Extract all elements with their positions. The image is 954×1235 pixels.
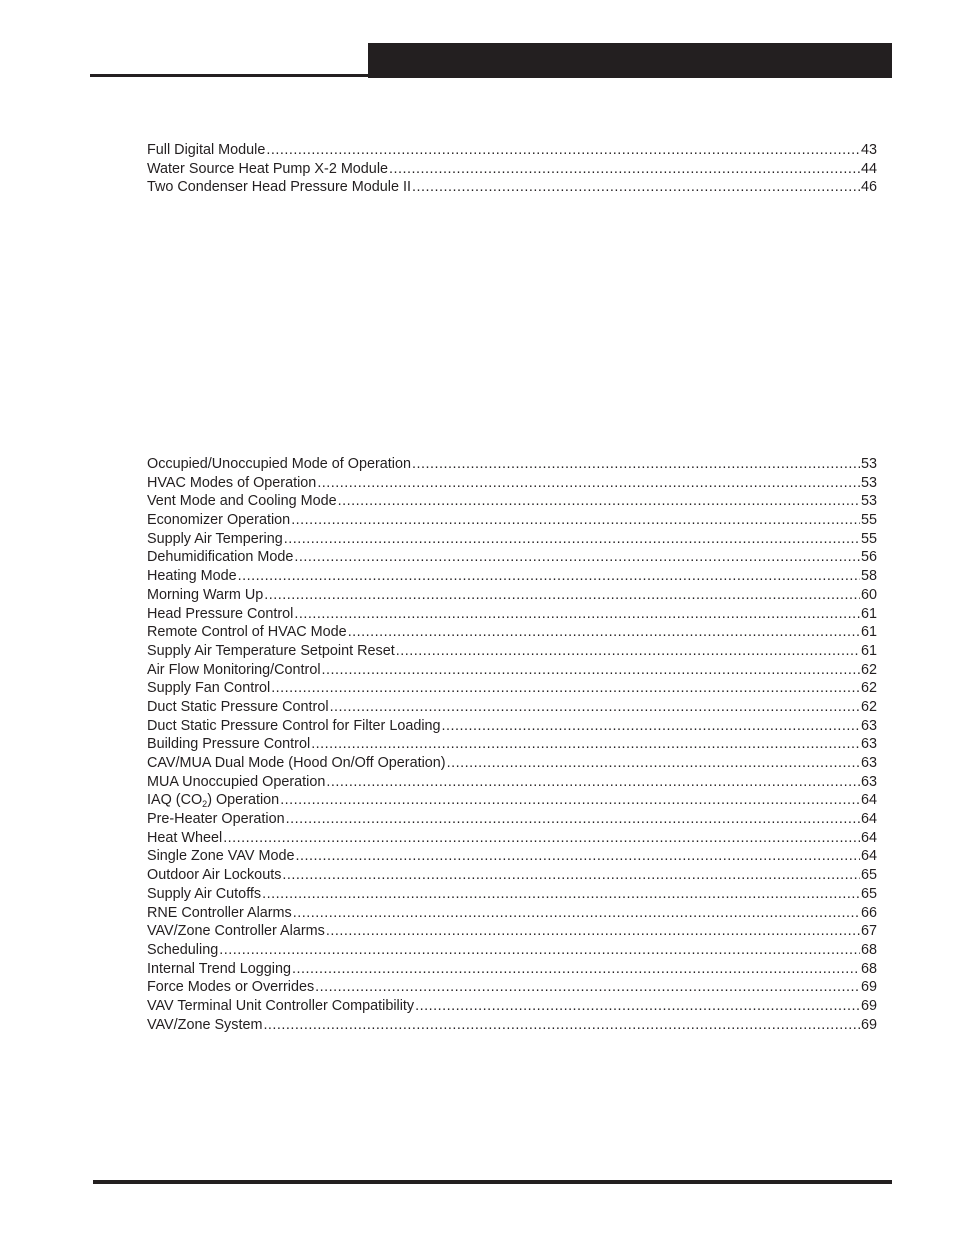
toc-entry[interactable] — [147, 866, 877, 885]
toc-entry-page: 55 — [860, 512, 877, 529]
toc-entry[interactable] — [147, 960, 877, 979]
toc-leader-dots — [311, 735, 860, 754]
toc-leader-dots — [294, 548, 860, 567]
toc-entry-title: HVAC Modes of Operation — [147, 474, 317, 491]
toc-leader-dots — [326, 922, 860, 941]
toc-entry-page: 61 — [860, 605, 877, 622]
toc-entry[interactable] — [147, 941, 877, 960]
toc-entry-title: Heat Wheel — [147, 829, 223, 846]
toc-leader-dots — [338, 492, 860, 511]
toc-entry[interactable] — [147, 623, 877, 642]
toc-entry-title: Duct Static Pressure Control for Filter Loading — [147, 717, 441, 734]
toc-entry[interactable] — [147, 847, 877, 866]
toc-entry-title: Head Pressure Control — [147, 605, 294, 622]
toc-entry-title: Outdoor Air Lockouts — [147, 867, 282, 884]
toc-leader-dots — [223, 829, 860, 848]
toc-entry-title: Supply Air Tempering — [147, 530, 283, 547]
toc-entry-title: Water Source Heat Pump X-2 Module — [147, 160, 389, 177]
toc-entry-page: 62 — [860, 680, 877, 697]
toc-entry-page: 67 — [860, 923, 877, 940]
toc-entry[interactable] — [147, 735, 877, 754]
toc-entry-title: Heating Mode — [147, 568, 237, 585]
toc-entry[interactable] — [147, 141, 877, 160]
toc-entry-title: Supply Fan Control — [147, 680, 271, 697]
toc-entry-title: Scheduling — [147, 941, 219, 958]
toc-entry[interactable] — [147, 773, 877, 792]
toc-entry-page: 69 — [860, 997, 877, 1014]
toc-entry[interactable] — [147, 791, 877, 810]
toc-entry[interactable] — [147, 679, 877, 698]
toc-leader-dots — [282, 866, 860, 885]
toc-leader-dots — [295, 847, 860, 866]
toc-entry-page: 63 — [860, 736, 877, 753]
toc-entry[interactable] — [147, 605, 877, 624]
toc-leader-dots — [447, 754, 860, 773]
toc-entry-title-subscript: 2 — [202, 799, 208, 810]
toc-entry-page: 65 — [860, 867, 877, 884]
toc-leader-dots — [389, 160, 860, 179]
toc-leader-dots — [412, 455, 860, 474]
toc-entry[interactable] — [147, 978, 877, 997]
toc-list-bottom — [147, 455, 877, 1034]
toc-entry-page: 61 — [860, 642, 877, 659]
toc-entry-title — [147, 791, 279, 810]
toc-leader-dots — [315, 978, 860, 997]
toc-entry-page: 43 — [860, 142, 877, 158]
toc-entry-page: 63 — [860, 717, 877, 734]
toc-entry[interactable] — [147, 922, 877, 941]
toc-entry[interactable] — [147, 1016, 877, 1035]
toc-entry-page: 68 — [860, 941, 877, 958]
toc-entry-page: 64 — [860, 848, 877, 865]
toc-entry[interactable] — [147, 810, 877, 829]
toc-entry-page: 64 — [860, 792, 877, 809]
toc-leader-dots — [280, 791, 860, 810]
toc-entry-title: Supply Air Cutoffs — [147, 885, 262, 902]
toc-entry-page: 63 — [860, 755, 877, 771]
toc-leader-dots — [286, 810, 860, 829]
toc-entry-title: Air Flow Monitoring/Control — [147, 661, 321, 678]
toc-entry[interactable] — [147, 661, 877, 680]
toc-entry-page: 60 — [860, 586, 877, 603]
toc-entry-title: Internal Trend Logging — [147, 960, 292, 977]
toc-entry-title: Pre-Heater Operation — [147, 811, 285, 828]
toc-entry-title: VAV Terminal Unit Controller Compatibility — [147, 997, 415, 1014]
toc-entry[interactable] — [147, 698, 877, 717]
toc-entry[interactable] — [147, 885, 877, 904]
toc-entry[interactable] — [147, 567, 877, 586]
toc-entry[interactable] — [147, 474, 877, 493]
toc-leader-dots — [412, 178, 860, 197]
toc-entry[interactable] — [147, 530, 877, 549]
toc-leader-dots — [330, 698, 860, 717]
toc-entry-page: 69 — [860, 979, 877, 996]
toc-entry[interactable] — [147, 455, 877, 474]
toc-entry[interactable] — [147, 160, 877, 179]
toc-entry-page: 61 — [860, 624, 877, 641]
toc-entry-title: MUA Unoccupied Operation — [147, 773, 326, 790]
toc-entry-page: 53 — [860, 456, 877, 472]
toc-entry-page: 62 — [860, 661, 877, 678]
toc-entry-title: VAV/Zone Controller Alarms — [147, 923, 325, 940]
toc-leader-dots — [326, 773, 860, 792]
toc-entry-title: CAV/MUA Dual Mode (Hood On/Off Operation) — [147, 755, 446, 771]
toc-entry-title: Two Condenser Head Pressure Module II — [147, 179, 411, 196]
toc-leader-dots — [322, 661, 860, 680]
toc-entry-page: 58 — [860, 568, 877, 585]
toc-leader-dots — [262, 885, 860, 904]
toc-entry-title: Single Zone VAV Mode — [147, 848, 295, 865]
toc-entry-page: 69 — [860, 1016, 877, 1033]
toc-leader-dots — [291, 511, 860, 530]
toc-entry-title-part: IAQ (CO — [147, 792, 203, 809]
toc-entry-page: 63 — [860, 773, 877, 790]
toc-leader-dots — [292, 960, 860, 979]
toc-entry-title: RNE Controller Alarms — [147, 904, 292, 921]
toc-leader-dots — [415, 997, 860, 1016]
toc-leader-dots — [348, 623, 860, 642]
toc-entry-page: 56 — [860, 549, 877, 566]
toc-leader-dots — [263, 1016, 860, 1035]
toc-entry-page: 65 — [860, 885, 877, 902]
toc-entry-page: 44 — [860, 160, 877, 177]
toc-entry-title: Vent Mode and Cooling Mode — [147, 493, 337, 510]
toc-entry[interactable] — [147, 829, 877, 848]
toc-entry-title: Morning Warm Up — [147, 586, 264, 603]
toc-leader-dots — [266, 141, 860, 160]
toc-entry-page: 64 — [860, 829, 877, 846]
toc-entry[interactable] — [147, 642, 877, 661]
toc-leader-dots — [396, 642, 860, 661]
toc-entry-page: 46 — [860, 179, 877, 196]
toc-entry[interactable] — [147, 754, 877, 773]
toc-entry-title: VAV/Zone System — [147, 1016, 263, 1033]
toc-leader-dots — [284, 530, 860, 549]
toc-entry-title: Duct Static Pressure Control — [147, 698, 329, 715]
toc-list-top — [147, 141, 877, 197]
toc-entry[interactable] — [147, 904, 877, 923]
toc-leader-dots — [271, 679, 860, 698]
toc-entry-title: Dehumidification Mode — [147, 549, 294, 566]
toc-entry-title: Force Modes or Overrides — [147, 979, 315, 996]
toc-entry[interactable] — [147, 548, 877, 567]
toc-leader-dots — [264, 586, 860, 605]
toc-entry-page: 62 — [860, 698, 877, 715]
toc-entry-page: 53 — [860, 474, 877, 491]
toc-leader-dots — [219, 941, 860, 960]
toc-entry-title: Supply Air Temperature Setpoint Reset — [147, 642, 395, 659]
toc-entry-title: Building Pressure Control — [147, 736, 311, 753]
toc-leader-dots — [293, 904, 860, 923]
header-rule — [90, 74, 370, 77]
toc-leader-dots — [317, 474, 860, 493]
toc-entry-title-part: ) Operation — [207, 792, 280, 809]
toc-entry-page: 66 — [860, 904, 877, 921]
toc-entry[interactable] — [147, 997, 877, 1016]
toc-entry[interactable] — [147, 511, 877, 530]
toc-leader-dots — [442, 717, 860, 736]
toc-leader-dots — [238, 567, 860, 586]
toc-entry-page: 55 — [860, 530, 877, 547]
toc-entry[interactable] — [147, 178, 877, 197]
toc-entry-page: 53 — [860, 493, 877, 510]
toc-entry-title: Occupied/Unoccupied Mode of Operation — [147, 456, 411, 472]
toc-entry-page: 64 — [860, 811, 877, 828]
header-bar — [368, 43, 892, 78]
toc-leader-dots — [294, 605, 860, 624]
toc-entry-page: 68 — [860, 960, 877, 977]
toc-entry-title: Full Digital Module — [147, 142, 266, 158]
toc-entry[interactable] — [147, 586, 877, 605]
toc-entry[interactable] — [147, 492, 877, 511]
toc-entry[interactable] — [147, 717, 877, 736]
toc-entry-title: Economizer Operation — [147, 512, 291, 529]
footer-rule — [93, 1180, 892, 1184]
toc-entry-title: Remote Control of HVAC Mode — [147, 624, 347, 641]
